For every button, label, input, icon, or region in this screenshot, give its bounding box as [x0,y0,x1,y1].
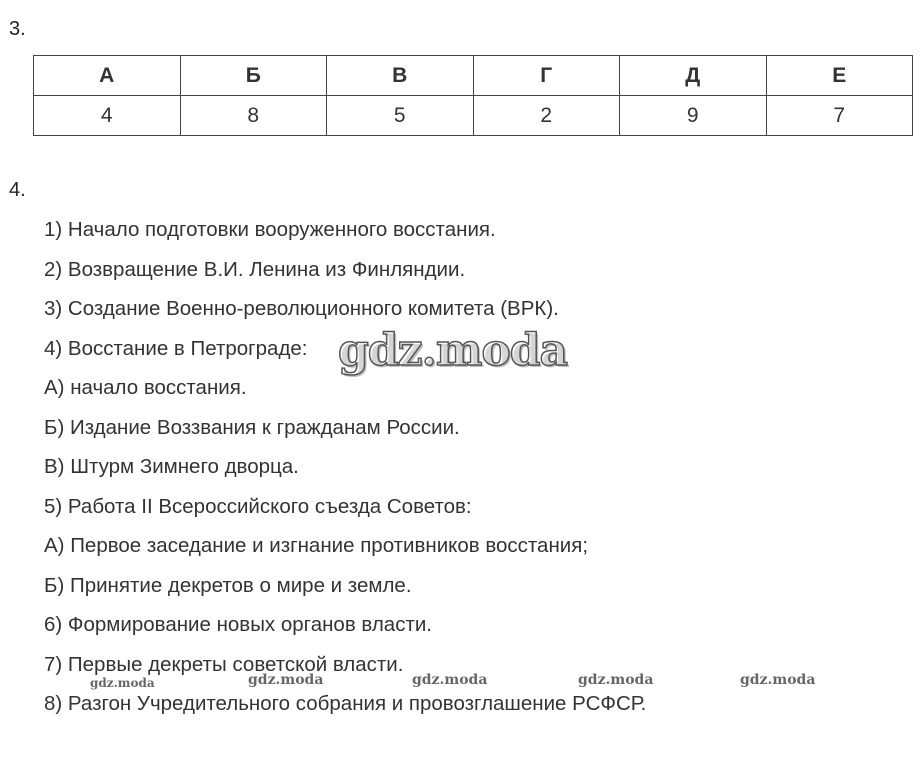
watermark-small: gdz.moda [248,672,324,688]
watermark-small: gdz.moda [740,672,816,688]
list-item: 6) Формирование новых органов власти. [44,613,432,636]
list-item: А) Первое заседание и изгнание противников восстания; [44,534,589,557]
list-item: 3) Создание Военно-революционного комитета (ВРК). [44,297,559,320]
value-cell: 7 [766,96,913,136]
list-item: 4) Восстание в Петрограде: [44,336,308,360]
header-cell: Б [180,56,327,96]
value-cell: 5 [327,96,474,136]
header-cell: Д [620,56,767,96]
answer-table-value-row [34,96,913,136]
task-3-number: 3. [9,18,26,40]
list-item: А) начало восстания. [44,376,247,399]
value-cell: 9 [620,96,767,136]
list-item: 5) Работа II Всероссийского съезда Советов: [44,494,472,518]
header-cell: А [34,56,181,96]
list-item: Б) Принятие декретов о мире и земле. [44,573,412,597]
header-cell: В [327,56,474,96]
watermark-small: gdz.moda [412,672,488,688]
answer-table-header-row [34,56,913,96]
header-cell: Е [766,56,913,96]
value-cell: 8 [180,96,327,136]
task-4-list [44,210,646,724]
watermark-small: gdz.moda [578,672,654,688]
watermark-main: gdz.moda [338,325,568,376]
task-4-number: 4. [9,179,26,201]
list-item: Б) Издание Воззвания к гражданам России. [44,415,460,439]
list-item: 8) Разгон Учредительного собрания и провозглашение РСФСР. [44,692,647,715]
watermark-small: gdz.moda [90,676,155,690]
value-cell: 4 [34,96,181,136]
header-cell: Г [473,56,620,96]
list-item: 2) Возвращение В.И. Ленина из Финляндии. [44,257,466,281]
list-item: 1) Начало подготовки вооруженного восстания. [44,218,496,241]
answer-table [33,55,913,136]
value-cell: 2 [473,96,620,136]
list-item: 7) Первые декреты советской власти. [44,652,404,676]
list-item: В) Штурм Зимнего дворца. [44,455,299,478]
